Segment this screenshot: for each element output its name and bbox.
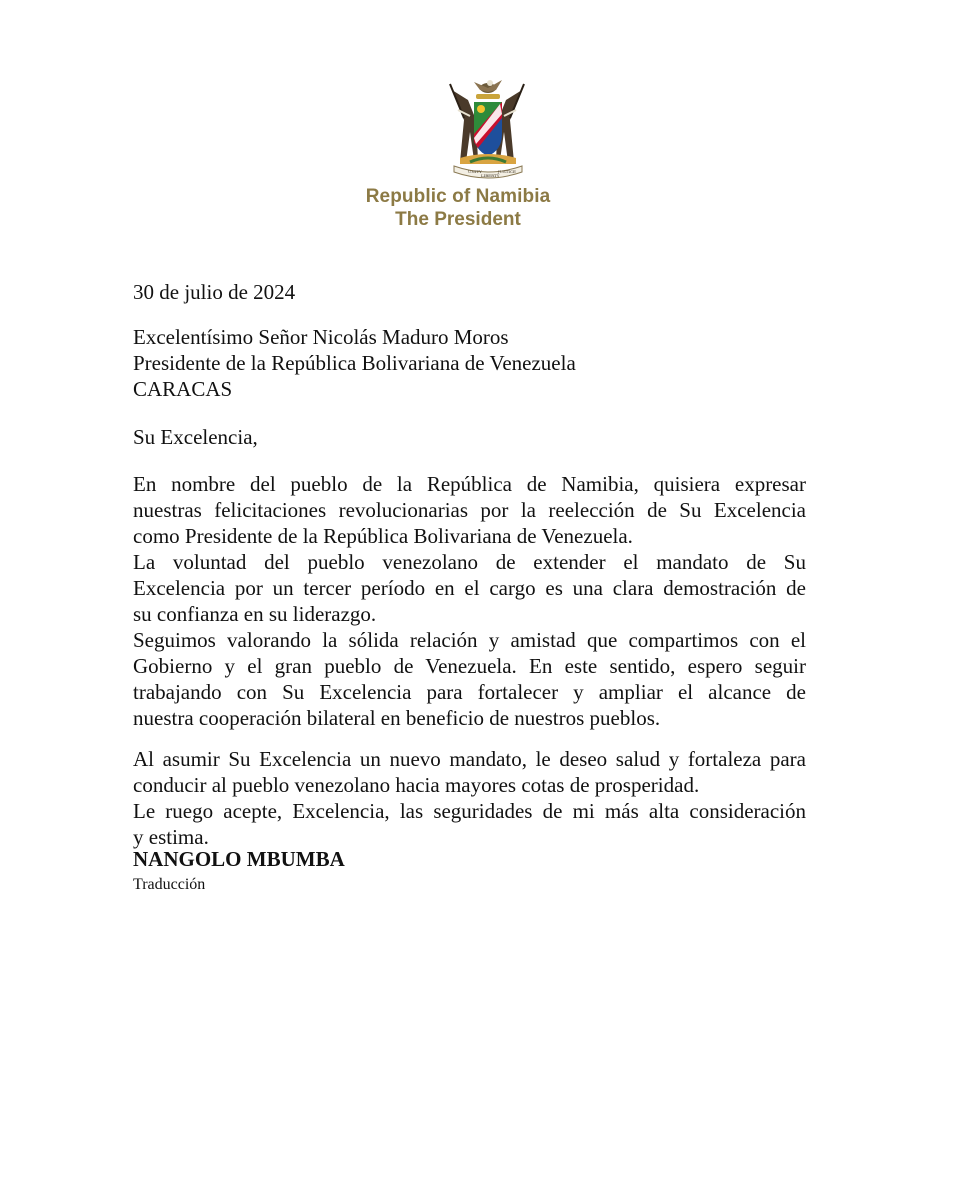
signature-block [133, 846, 345, 896]
letter-date: 30 de julio de 2024 [133, 280, 296, 304]
body-line: conducir al pueblo venezolano hacia mayores cotas de prosperidad. [133, 773, 700, 797]
coat-of-arms-icon [430, 70, 542, 182]
body-line: Al asumir Su Excelencia un nuevo mandato, le deseo salud y fortaleza para [133, 747, 806, 771]
letter-closing-paragraph [133, 746, 806, 850]
letter-body-paragraph [133, 471, 806, 731]
svg-text:LIBERTY: LIBERTY [481, 173, 500, 178]
body-line: nuestras felicitaciones revolucionarias por la reelección de Su Excelencia [133, 498, 806, 522]
signatory-name: NANGOLO MBUMBA [133, 847, 345, 871]
letterhead-office: The President [395, 209, 521, 230]
body-line: y estima. [133, 825, 209, 849]
body-line: Gobierno y el gran pueblo de Venezuela. En este sentido, espero seguir [133, 654, 806, 678]
letterhead-country: Republic of Namibia [365, 186, 551, 207]
letterhead [0, 70, 972, 231]
body-line: La voluntad del pueblo venezolano de extender el mandato de Su [133, 550, 806, 574]
addressee-block [133, 324, 806, 402]
addressee-line: Presidente de la República Bolivariana de Venezuela [133, 351, 576, 375]
translation-note: Traducción [133, 876, 206, 893]
body-line: su confianza en su liderazgo. [133, 602, 377, 626]
svg-text:JUSTICE: JUSTICE [498, 169, 516, 174]
addressee-line: CARACAS [133, 377, 233, 401]
salutation: Su Excelencia, [133, 425, 258, 449]
body-line: nuestra cooperación bilateral en beneficio de nuestros pueblos. [133, 706, 661, 730]
addressee-line: Excelentísimo Señor Nicolás Maduro Moros [133, 325, 509, 349]
body-line: Excelencia por un tercer período en el cargo es una clara demostración de [133, 576, 806, 600]
svg-text:UNITY: UNITY [468, 169, 482, 174]
body-line: como Presidente de la República Bolivariana de Venezuela. [133, 524, 633, 548]
body-line: En nombre del pueblo de la República de Namibia, quisiera expresar [133, 472, 806, 496]
body-line: Seguimos valorando la sólida relación y amistad que compartimos con el [133, 628, 806, 652]
body-line: Le ruego acepte, Excelencia, las seguridades de mi más alta consideración [133, 799, 806, 823]
body-line: trabajando con Su Excelencia para fortalecer y ampliar el alcance de [133, 680, 806, 704]
